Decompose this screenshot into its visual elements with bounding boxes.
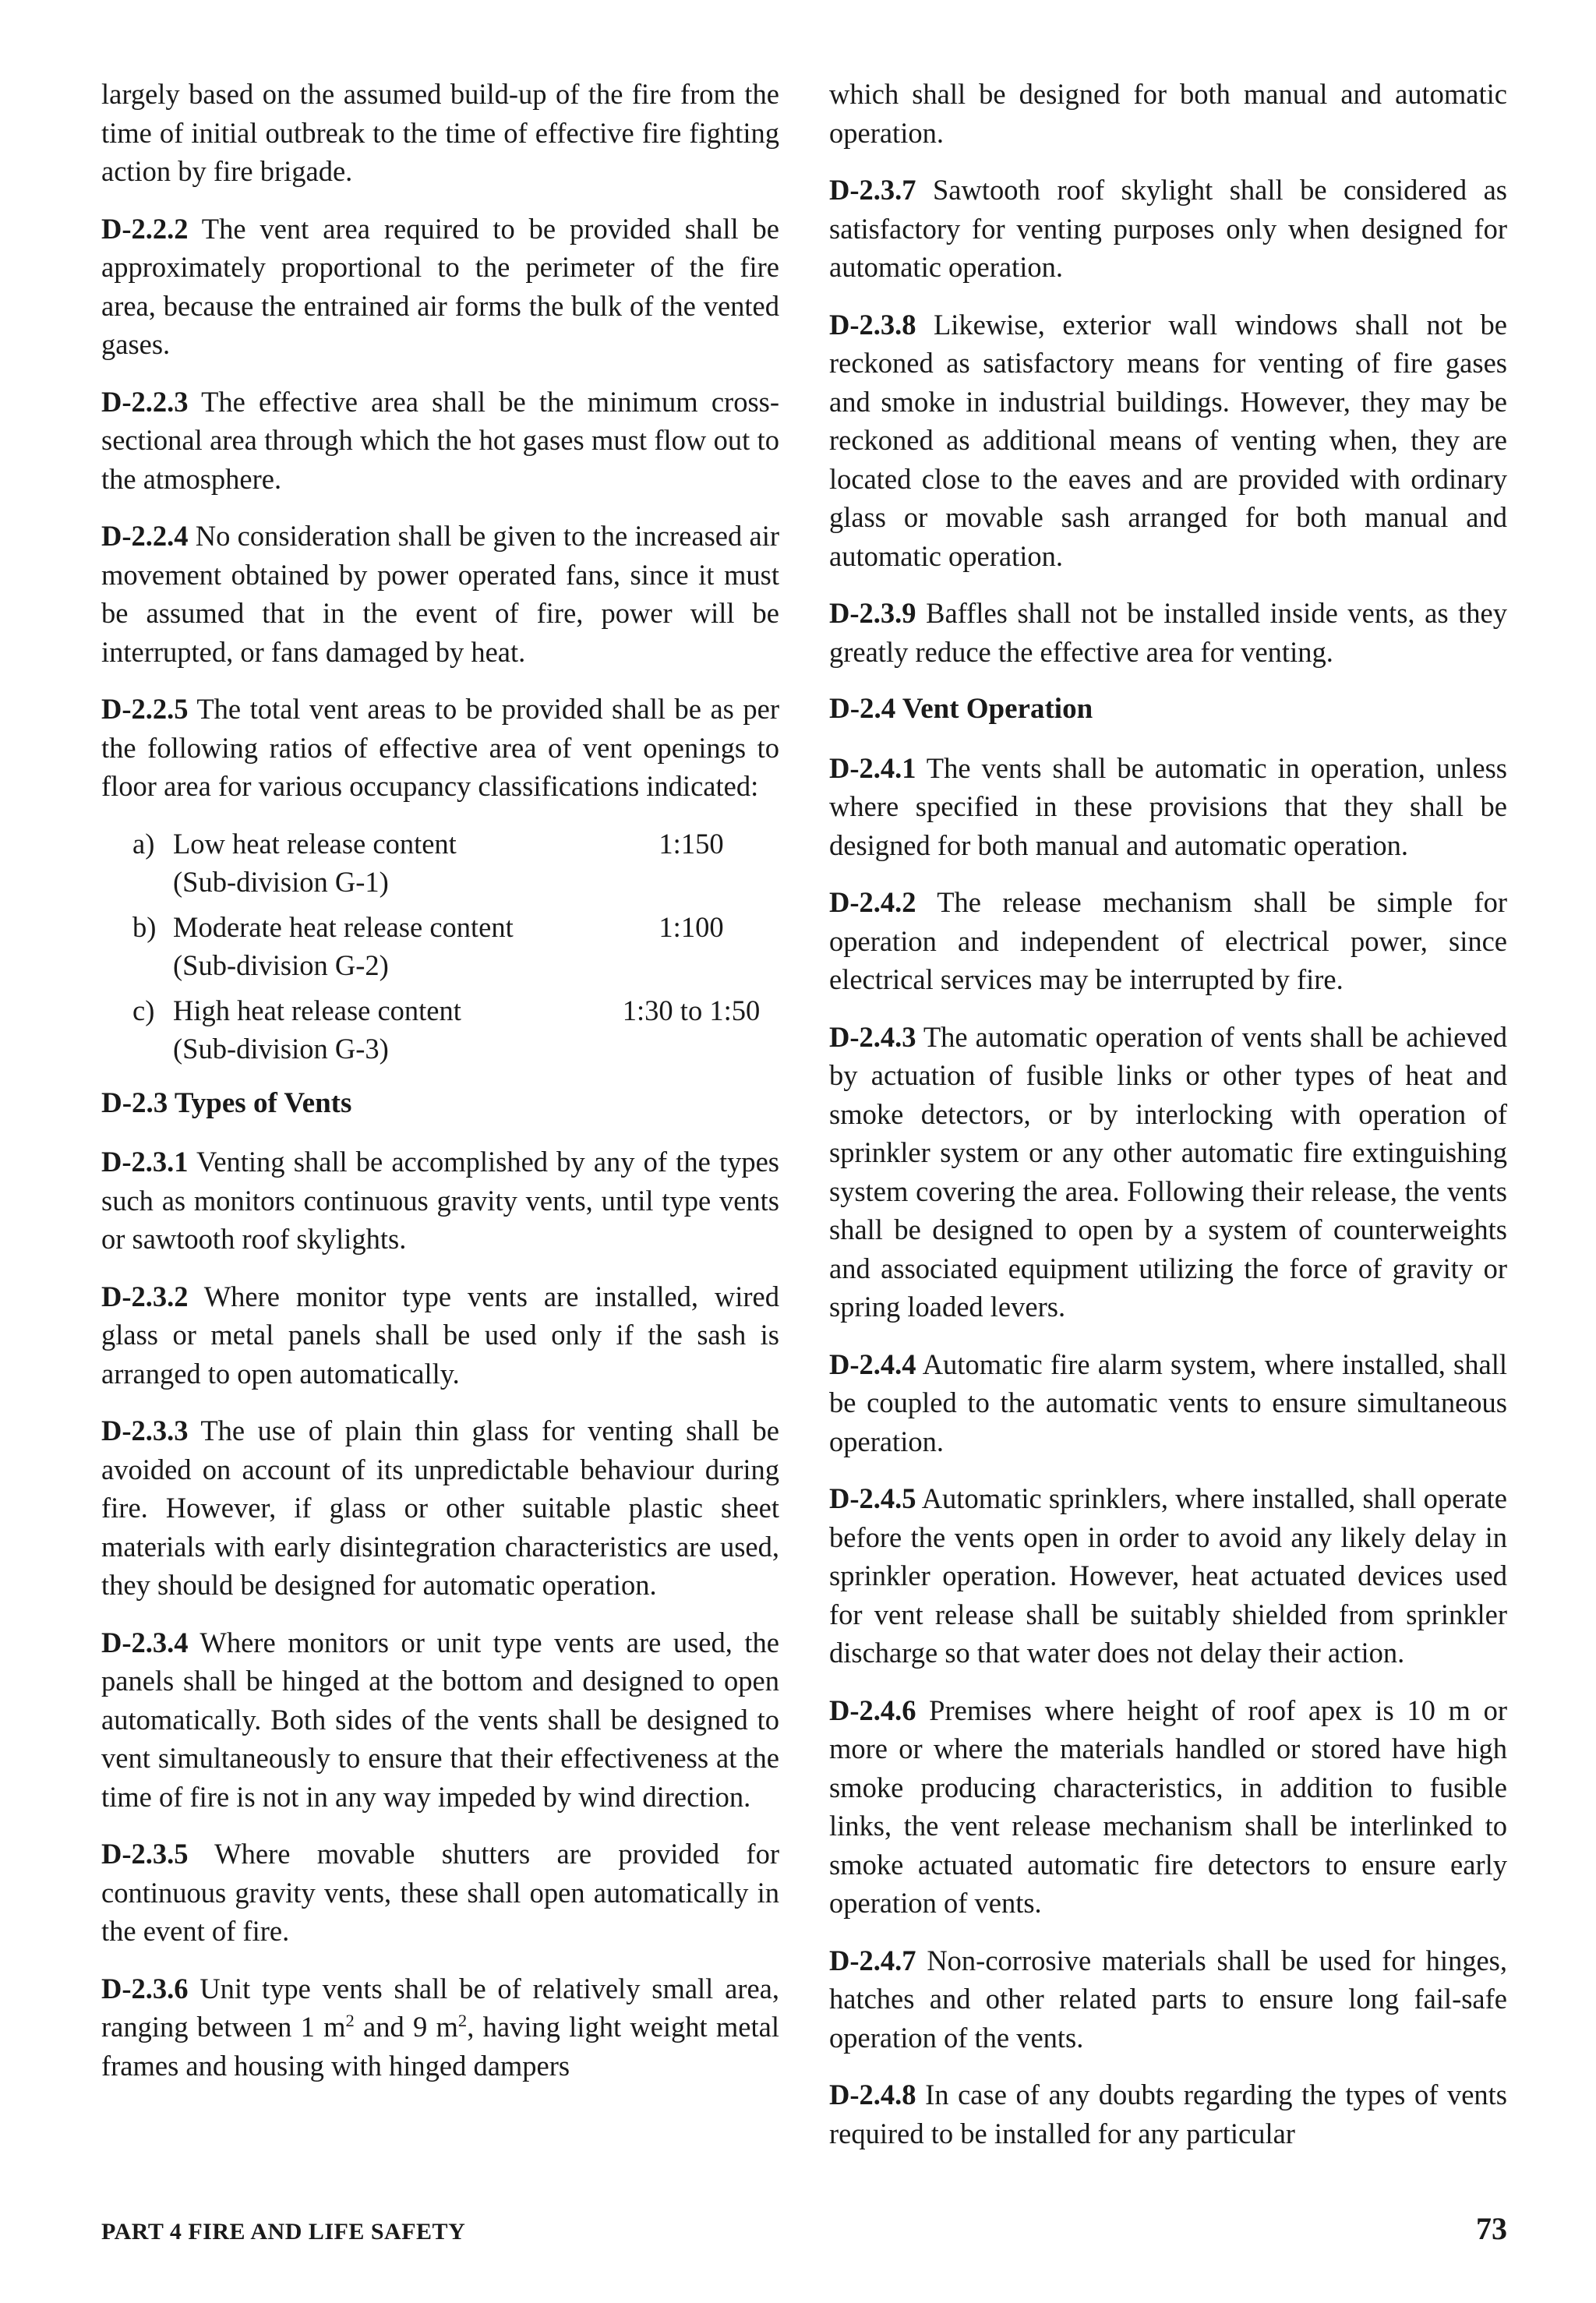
- clause-d-2-4-6: [829, 1691, 1507, 1923]
- clause-text: The vents shall be automatic in operation, unless where specified in these provisions that they shall be designed for both manual and automatic operation.: [829, 751, 1508, 861]
- ratio-subdivision: (Sub-division G-1): [173, 866, 389, 898]
- clause-number: D-2.3.6: [101, 1972, 189, 2005]
- right-column: [829, 75, 1507, 2171]
- clause-d-2-2-2: [101, 210, 779, 364]
- clause-number: D-2.3.3: [101, 1415, 189, 1446]
- clause-d-2-4-1: [829, 749, 1507, 865]
- clause-d-2-2-5: [101, 690, 779, 806]
- superscript: 2: [457, 2010, 468, 2030]
- clause-d-2-4-2: [829, 883, 1507, 999]
- clause-text: The vent area required to be provided shall be approximately proportional to the perimeter of the fire area, because the entrained air forms the bulk of the vented gases.: [101, 212, 780, 360]
- page-footer: [101, 2210, 1507, 2247]
- section-heading-vent-operation: D-2.4 Vent Operation: [829, 693, 1093, 725]
- ratio-item: [132, 991, 779, 1068]
- clause-d-2-4-3: [829, 1018, 1507, 1326]
- clause-d-2-3-9: [829, 594, 1507, 671]
- clause-text: Baffles shall not be installed inside vents, as they greatly reduce the effective area for venting.: [829, 597, 1507, 668]
- clause-text: Where monitor type vents are installed, wired glass or metal panels shall be used only if the sash is arranged to open automatically.: [101, 1280, 779, 1390]
- clause-d-2-3-8: [829, 306, 1507, 576]
- clause-number: D-2.4.8: [829, 2079, 916, 2110]
- ratio-letter: b): [132, 910, 157, 943]
- clause-number: D-2.3.7: [829, 174, 916, 206]
- left-intro-paragraph: largely based on the assumed build-up of the fire from the time of initial outbreak to the time of effective fire fighting action by fire brigade.: [101, 78, 779, 187]
- left-column: [101, 75, 779, 2103]
- clause-number: D-2.4.1: [829, 751, 916, 784]
- clause-text: Where movable shutters are provided for continuous gravity vents, these shall open automatically in the event of fire.: [101, 1838, 779, 1947]
- clause-number: D-2.3.9: [829, 597, 916, 629]
- clause-text-part: and 9 m: [354, 2011, 458, 2043]
- ratio-desc-text: Moderate heat release content: [173, 910, 514, 943]
- clause-text: Non-corrosive materials shall be used for hinges, hatches and other related parts to ensure long fail-safe operation of the vents.: [829, 1944, 1508, 2054]
- clause-text: Likewise, exterior wall windows shall not be reckoned as satisfactory means for venting of fire gases and smoke in industrial buildings. However, they may be reckoned as additional means of venting when, they are located close to the eaves and are provided with ordinary glass or movable sash arranged for both manual and automatic operation.: [829, 308, 1507, 572]
- ratio-letter: a): [132, 827, 155, 860]
- clause-d-2-3-7: [829, 171, 1507, 287]
- ratio-item: [132, 908, 779, 985]
- clause-text: The total vent areas to be provided shall be as per the following ratios of effective area of vent openings to floor area for various occupancy classifications indicated:: [101, 693, 780, 802]
- clause-d-2-2-4: [101, 517, 779, 671]
- clause-text: Venting shall be accomplished by any of the types such as monitors continuous gravity vents, until type vents or sawtooth roof skylights.: [101, 1146, 779, 1255]
- clause-d-2-3-6: [101, 1969, 779, 2086]
- right-intro-paragraph: which shall be designed for both manual and automatic operation.: [829, 78, 1507, 149]
- clause-number: D-2.4.2: [829, 886, 916, 918]
- clause-text: Automatic sprinklers, where installed, shall operate before the vents open in order to avoid any likely delay in sprinkler operation. However, heat actuated devices used for vent release shall be suitably shielded from sprinkler discharge so that water does not delay their action.: [829, 1482, 1507, 1669]
- clause-text-part: Unit type vents shall be of relatively small area, ranging between 1 m: [101, 1972, 779, 2043]
- ratio-subdivision: (Sub-division G-3): [173, 1033, 389, 1065]
- clause-d-2-3-1: [101, 1143, 779, 1259]
- clause-number: D-2.4.7: [829, 1944, 916, 1976]
- clause-d-2-3-3: [101, 1411, 779, 1605]
- ratio-description: [173, 991, 609, 1068]
- ratio-desc-text: Low heat release content: [173, 827, 457, 860]
- ratio-value: 1:150: [659, 827, 724, 860]
- clause-number: D-2.4.3: [829, 1020, 916, 1053]
- footer-title: PART 4 FIRE AND LIFE SAFETY: [101, 2219, 466, 2245]
- clause-text: Where monitors or unit type vents are used, the panels shall be hinged at the bottom and designed to open automatically. Both sides of the vents shall be designed to vent simultaneously to ensure that their effectiveness at the time of fire is not in any way impeded by wind direction.: [101, 1626, 779, 1813]
- clause-number: D-2.2.2: [101, 212, 189, 245]
- clause-number: D-2.4.6: [829, 1694, 916, 1726]
- clause-text: The release mechanism shall be simple for operation and independent of electrical power, since electrical services may be interrupted by fire.: [829, 886, 1507, 995]
- clause-text: No consideration shall be given to the increased air movement obtained by power operated fans, since it must be assumed that in the event of fire, power will be interrupted, or fans damaged by heat.: [101, 520, 779, 668]
- clause-text: In case of any doubts regarding the types of vents required to be installed for any particular: [829, 2079, 1507, 2149]
- ratio-value: 1:30 to 1:50: [622, 994, 761, 1026]
- section-heading-types-of-vents: D-2.3 Types of Vents: [101, 1086, 352, 1119]
- clause-d-2-3-4: [101, 1623, 779, 1817]
- clause-number: D-2.3.1: [101, 1146, 189, 1178]
- clause-number: D-2.2.4: [101, 520, 189, 552]
- clause-text: Sawtooth roof skylight shall be considered as satisfactory for venting purposes only when designed for automatic operation.: [829, 174, 1507, 283]
- clause-text: The automatic operation of vents shall be achieved by actuation of fusible links or other types of heat and smoke detectors, or by interlocking with operation of sprinkler system or any other automatic fire extinguishing system covering the area. Following their release, the vents shall be designed to open by a system of counterweights and associated equipment utilizing the force of gravity or spring loaded levers.: [829, 1020, 1507, 1323]
- clause-number: D-2.3.5: [101, 1838, 189, 1870]
- clause-number: D-2.3.4: [101, 1626, 189, 1658]
- clause-number: D-2.3.2: [101, 1280, 189, 1312]
- clause-text: Automatic fire alarm system, where installed, shall be coupled to the automatic vents to ensure simultaneous operation.: [829, 1348, 1507, 1457]
- ratio-description: [173, 908, 609, 985]
- clause-number: D-2.2.3: [101, 385, 189, 418]
- ratio-letter: c): [132, 994, 155, 1026]
- clause-text: The effective area shall be the minimum cross-sectional area through which the hot gases must flow out to the atmosphere.: [101, 385, 780, 495]
- clause-d-2-2-3: [101, 383, 779, 499]
- vent-ratio-list: [101, 825, 779, 1068]
- clause-text: The use of plain thin glass for venting shall be avoided on account of its unpredictable behaviour during fire. However, if glass or other suitable plastic sheet materials with early disintegration characteristics are used, they should be designed for automatic operation.: [101, 1415, 779, 1601]
- clause-d-2-4-8: [829, 2075, 1507, 2153]
- clause-number: D-2.4.5: [829, 1482, 916, 1514]
- clause-text: Premises where height of roof apex is 10 m or more or where the materials handled or stored have high smoke producing characteristics, in addition to fusible links, the vent release mechanism shall be interlinked to smoke actuated automatic fire detectors to ensure early operation of vents.: [829, 1694, 1507, 1919]
- ratio-desc-text: High heat release content: [173, 994, 461, 1026]
- clause-d-2-4-7: [829, 1941, 1507, 2058]
- clause-d-2-3-2: [101, 1277, 779, 1393]
- clause-number: D-2.2.5: [101, 693, 189, 725]
- clause-number: D-2.3.8: [829, 308, 916, 341]
- ratio-value: 1:100: [659, 910, 724, 943]
- clause-d-2-4-4: [829, 1345, 1507, 1461]
- ratio-subdivision: (Sub-division G-2): [173, 949, 389, 981]
- ratio-item: [132, 825, 779, 902]
- superscript: 2: [345, 2010, 355, 2030]
- ratio-description: [173, 825, 609, 902]
- clause-d-2-3-5: [101, 1835, 779, 1951]
- clause-text-part: , having light weight metal frames and housing with hinged dampers: [101, 2011, 779, 2082]
- clause-d-2-4-5: [829, 1479, 1507, 1673]
- page-number: 73: [1476, 2211, 1507, 2246]
- clause-number: D-2.4.4: [829, 1348, 916, 1380]
